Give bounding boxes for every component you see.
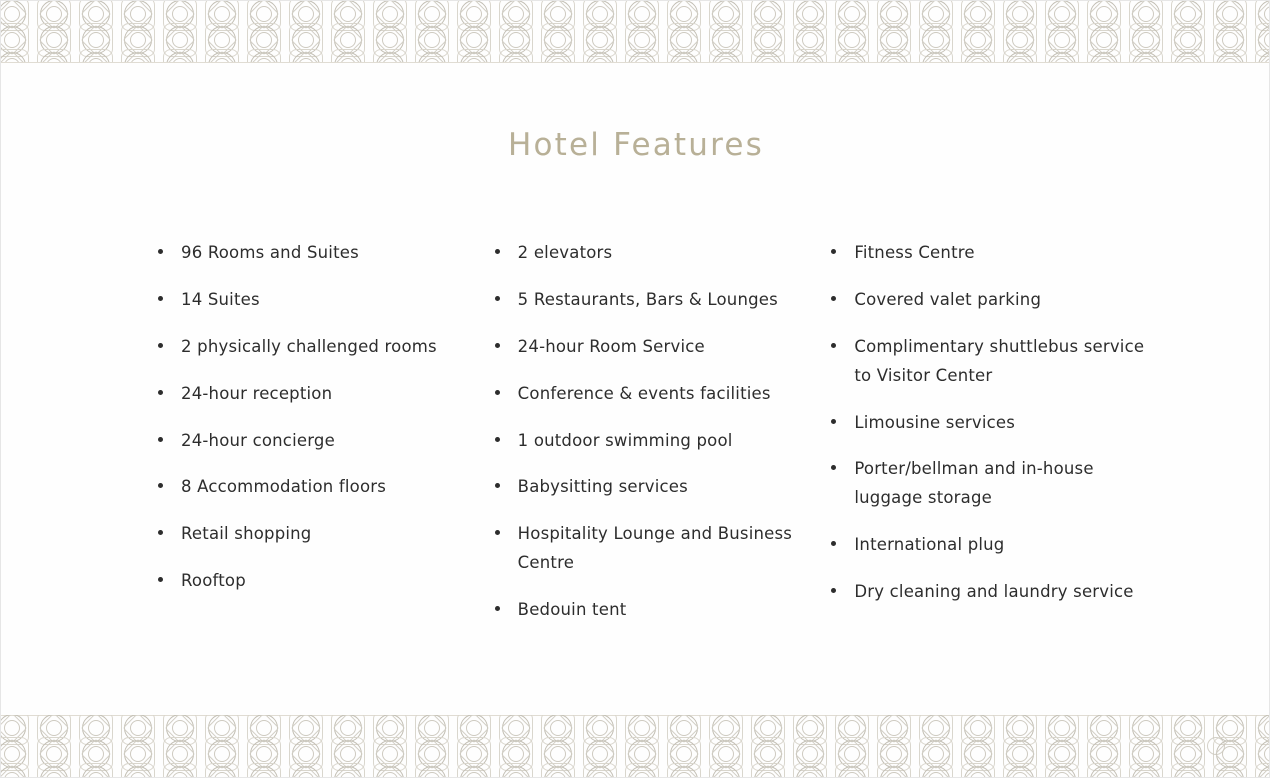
feature-label: Rooftop — [181, 571, 246, 591]
ornament-motif-icon — [747, 759, 789, 777]
ornament-motif-icon — [369, 45, 411, 63]
ornament-motif-icon — [789, 45, 831, 63]
ornament-motif-icon — [663, 45, 705, 63]
bullet-icon — [495, 390, 500, 395]
ornament-motif-icon — [495, 45, 537, 63]
feature-list-item — [488, 286, 805, 315]
feature-list-item — [151, 239, 468, 268]
feature-label: Hospitality Lounge and Business Centre — [517, 524, 793, 573]
ornament-row — [1, 759, 1270, 777]
ornament-motif-icon — [1, 45, 33, 63]
feature-label: 5 Restaurants, Bars & Lounges — [517, 289, 778, 309]
bullet-icon — [158, 343, 163, 348]
ornament-motif-icon — [33, 759, 75, 777]
ornament-motif-icon — [1083, 45, 1125, 63]
ornament-motif-icon — [117, 45, 159, 63]
feature-list-1 — [151, 239, 468, 596]
bullet-icon — [831, 541, 836, 546]
ornament-motif-icon — [1125, 759, 1167, 777]
corner-ornament-icon — [1207, 737, 1225, 755]
feature-label: 24-hour reception — [181, 383, 333, 403]
feature-label: 1 outdoor swimming pool — [517, 430, 733, 450]
ornament-band-bottom — [1, 715, 1270, 777]
feature-list-item — [824, 239, 1161, 268]
ornament-motif-icon — [1167, 45, 1209, 63]
ornament-motif-icon — [75, 759, 117, 777]
feature-label: 8 Accommodation floors — [181, 477, 387, 497]
ornament-motif-icon — [285, 45, 327, 63]
ornament-motif-icon — [999, 759, 1041, 777]
ornament-motif-icon — [621, 45, 663, 63]
feature-list-item — [488, 520, 805, 578]
bullet-icon — [495, 437, 500, 442]
ornament-motif-icon — [537, 759, 579, 777]
ornament-motif-icon — [327, 759, 369, 777]
ornament-motif-icon — [1, 759, 33, 777]
feature-list-item — [824, 455, 1161, 513]
ornament-motif-icon — [411, 759, 453, 777]
feature-list-item — [151, 380, 468, 409]
ornament-motif-icon — [495, 759, 537, 777]
feature-list-item — [824, 286, 1161, 315]
ornament-motif-icon — [579, 45, 621, 63]
feature-list-item — [824, 578, 1161, 607]
bullet-icon — [831, 343, 836, 348]
bullet-icon — [158, 530, 163, 535]
ornament-motif-icon — [285, 759, 327, 777]
feature-list-item — [488, 427, 805, 456]
bullet-icon — [831, 249, 836, 254]
bullet-icon — [831, 588, 836, 593]
ornament-motif-icon — [327, 45, 369, 63]
ornament-motif-icon — [201, 45, 243, 63]
feature-list-item — [151, 427, 468, 456]
ornament-row — [1, 45, 1270, 63]
ornament-motif-icon — [201, 759, 243, 777]
feature-list-item — [488, 473, 805, 502]
feature-label: Conference & events facilities — [517, 383, 771, 403]
feature-list-item — [488, 596, 805, 625]
bullet-icon — [495, 296, 500, 301]
ornament-motif-icon — [1083, 759, 1125, 777]
ornament-motif-icon — [159, 45, 201, 63]
ornament-motif-icon — [453, 759, 495, 777]
bullet-icon — [831, 465, 836, 470]
feature-list-item — [151, 520, 468, 549]
feature-label: 14 Suites — [181, 289, 260, 309]
feature-label: Babysitting services — [517, 477, 688, 497]
feature-label: Covered valet parking — [854, 289, 1042, 309]
ornament-motif-icon — [1167, 759, 1209, 777]
ornament-motif-icon — [621, 759, 663, 777]
ornament-motif-icon — [873, 759, 915, 777]
features-columns — [151, 239, 1161, 643]
ornament-motif-icon — [789, 759, 831, 777]
feature-label: Bedouin tent — [517, 600, 627, 619]
feature-label: Retail shopping — [181, 524, 312, 544]
ornament-motif-icon — [537, 45, 579, 63]
bullet-icon — [495, 249, 500, 254]
feature-label: Porter/bellman and in-house luggage storage — [854, 459, 1094, 508]
ornament-motif-icon — [915, 759, 957, 777]
ornament-motif-icon — [159, 759, 201, 777]
bullet-icon — [158, 483, 163, 488]
bullet-icon — [158, 437, 163, 442]
feature-label: 2 physically challenged rooms — [181, 336, 437, 356]
feature-list-item — [824, 531, 1161, 560]
features-column-3 — [824, 239, 1161, 643]
ornament-motif-icon — [117, 759, 159, 777]
features-column-1 — [151, 239, 488, 643]
ornament-motif-icon — [957, 45, 999, 63]
feature-list-item — [151, 567, 468, 596]
ornament-motif-icon — [1251, 45, 1270, 63]
ornament-rule — [1, 62, 1270, 63]
ornament-motif-icon — [243, 759, 285, 777]
feature-label: Limousine services — [854, 412, 1016, 432]
feature-list-item — [824, 333, 1161, 391]
feature-label: 24-hour concierge — [181, 430, 335, 450]
feature-label: Dry cleaning and laundry service — [854, 582, 1134, 601]
feature-label: 96 Rooms and Suites — [181, 243, 359, 262]
feature-list-item — [151, 286, 468, 315]
ornament-motif-icon — [75, 45, 117, 63]
ornament-motif-icon — [663, 759, 705, 777]
bullet-icon — [831, 419, 836, 424]
ornament-motif-icon — [831, 759, 873, 777]
ornament-motif-icon — [1209, 45, 1251, 63]
ornament-band-top — [1, 1, 1270, 63]
bullet-icon — [158, 249, 163, 254]
feature-list-item — [488, 333, 805, 362]
ornament-motif-icon — [1125, 45, 1167, 63]
bullet-icon — [495, 606, 500, 611]
ornament-motif-icon — [453, 45, 495, 63]
feature-label: 24-hour Room Service — [517, 336, 705, 356]
feature-list-item — [488, 380, 805, 409]
ornament-motif-icon — [1041, 759, 1083, 777]
feature-label: Complimentary shuttlebus service to Visitor Center — [854, 336, 1145, 385]
bullet-icon — [495, 530, 500, 535]
ornament-motif-icon — [579, 759, 621, 777]
feature-list-item — [824, 409, 1161, 438]
ornament-motif-icon — [957, 759, 999, 777]
ornament-motif-icon — [1251, 759, 1270, 777]
bullet-icon — [158, 577, 163, 582]
feature-list-3 — [824, 239, 1161, 607]
feature-label: Fitness Centre — [854, 243, 975, 262]
bullet-icon — [495, 483, 500, 488]
ornament-motif-icon — [1209, 759, 1251, 777]
feature-list-item — [151, 473, 468, 502]
ornament-motif-icon — [411, 45, 453, 63]
ornament-motif-icon — [873, 45, 915, 63]
bullet-icon — [495, 343, 500, 348]
ornament-motif-icon — [705, 45, 747, 63]
feature-label: International plug — [854, 535, 1005, 555]
feature-list-item — [488, 239, 805, 268]
features-column-2 — [488, 239, 825, 643]
ornament-motif-icon — [747, 45, 789, 63]
ornament-motif-icon — [1041, 45, 1083, 63]
ornament-motif-icon — [369, 759, 411, 777]
ornament-motif-icon — [915, 45, 957, 63]
page-title: Hotel Features — [507, 127, 765, 163]
bullet-icon — [158, 296, 163, 301]
feature-label: 2 elevators — [517, 243, 613, 262]
feature-list-2 — [488, 239, 805, 625]
ornament-motif-icon — [999, 45, 1041, 63]
ornament-motif-icon — [831, 45, 873, 63]
bullet-icon — [158, 390, 163, 395]
ornament-motif-icon — [705, 759, 747, 777]
ornament-motif-icon — [33, 45, 75, 63]
bullet-icon — [831, 296, 836, 301]
feature-list-item — [151, 333, 468, 362]
ornament-motif-icon — [243, 45, 285, 63]
